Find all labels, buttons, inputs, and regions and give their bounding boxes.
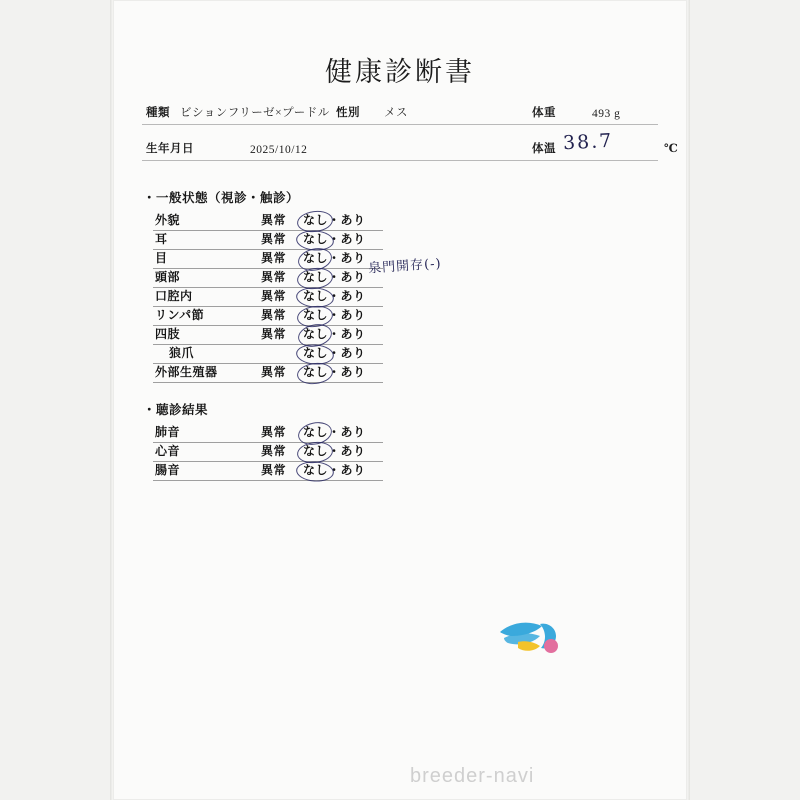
exam-label: 心音 [155,444,181,458]
exam-row-heart-sound [153,443,383,462]
exam-choices: なし・あり [303,444,366,458]
exam-row-limbs [153,326,383,345]
sex-label: 性別 [336,107,360,119]
auscultation-section-heading: ・聴診結果 [143,403,209,417]
exam-choices: なし・あり [303,463,366,477]
exam-abnormal-label: 異常 [261,232,287,246]
exam-abnormal-label: 異常 [261,308,287,322]
page-margin-left [0,0,113,800]
exam-label: 耳 [155,232,168,246]
temperature-unit: ℃ [664,143,679,155]
breeder-navi-bird-logo-icon [498,612,564,658]
exam-choices: なし・あり [303,270,366,284]
sex-value: メス [384,107,408,119]
birthdate-value: 2025/10/12 [250,144,308,156]
exam-label: 腸音 [155,463,181,477]
exam-label: 肺音 [155,425,181,439]
exam-label: 狼爪 [169,346,195,360]
exam-row-external-genitalia [153,364,383,383]
exam-row-dewclaw [153,345,383,364]
weight-value: 493 g [592,108,621,120]
temperature-label: 体温 [532,143,556,155]
exam-abnormal-label: 異常 [261,463,287,477]
exam-row-bowel-sound [153,462,383,481]
exam-row-lymph-node [153,307,383,326]
general-section-heading: ・一般状態（視診・触診） [143,191,300,205]
exam-choices: なし・あり [303,251,366,265]
exam-label: 四肢 [155,327,181,341]
temperature-handwritten-value: 38.7 [562,129,614,155]
exam-abnormal-label: 異常 [261,425,287,439]
page-margin-right [687,0,800,800]
exam-label: リンパ節 [155,308,205,322]
exam-choices: なし・あり [303,346,366,360]
exam-abnormal-label: 異常 [261,327,287,341]
exam-label: 口腔内 [155,289,193,303]
exam-row-oral [153,288,383,307]
exam-row-head [153,269,383,288]
exam-row-ear [153,231,383,250]
exam-choices: なし・あり [303,308,366,322]
watermark-text: breeder-navi [410,765,535,787]
exam-row-appearance [153,212,383,231]
exam-label: 頭部 [155,270,181,284]
exam-choices: なし・あり [303,365,366,379]
breed-label: 種類 [146,107,170,119]
exam-choices: なし・あり [303,425,366,439]
exam-label: 外貌 [155,213,181,227]
header-row-breed [142,98,658,125]
exam-abnormal-label: 異常 [261,251,287,265]
exam-choices: なし・あり [303,232,366,246]
exam-abnormal-label: 異常 [261,444,287,458]
breed-value: ビションフリーゼ×プードル [180,107,330,119]
exam-label: 目 [155,251,168,265]
handwritten-note-fontanelle: 泉門開存(-) [367,256,443,277]
exam-choices: なし・あり [303,289,366,303]
paper-sheet [113,0,687,800]
birthdate-label: 生年月日 [146,143,194,155]
exam-label: 外部生殖器 [155,365,218,379]
exam-choices: なし・あり [303,327,366,341]
exam-choices: なし・あり [303,213,366,227]
exam-row-lung-sound [153,424,383,443]
exam-row-eye [153,250,383,269]
weight-label: 体重 [532,107,556,119]
exam-abnormal-label: 異常 [261,289,287,303]
exam-abnormal-label: 異常 [261,365,287,379]
exam-abnormal-label: 異常 [261,270,287,284]
exam-abnormal-label: 異常 [261,213,287,227]
page-title: 健康診断書 [325,57,475,87]
